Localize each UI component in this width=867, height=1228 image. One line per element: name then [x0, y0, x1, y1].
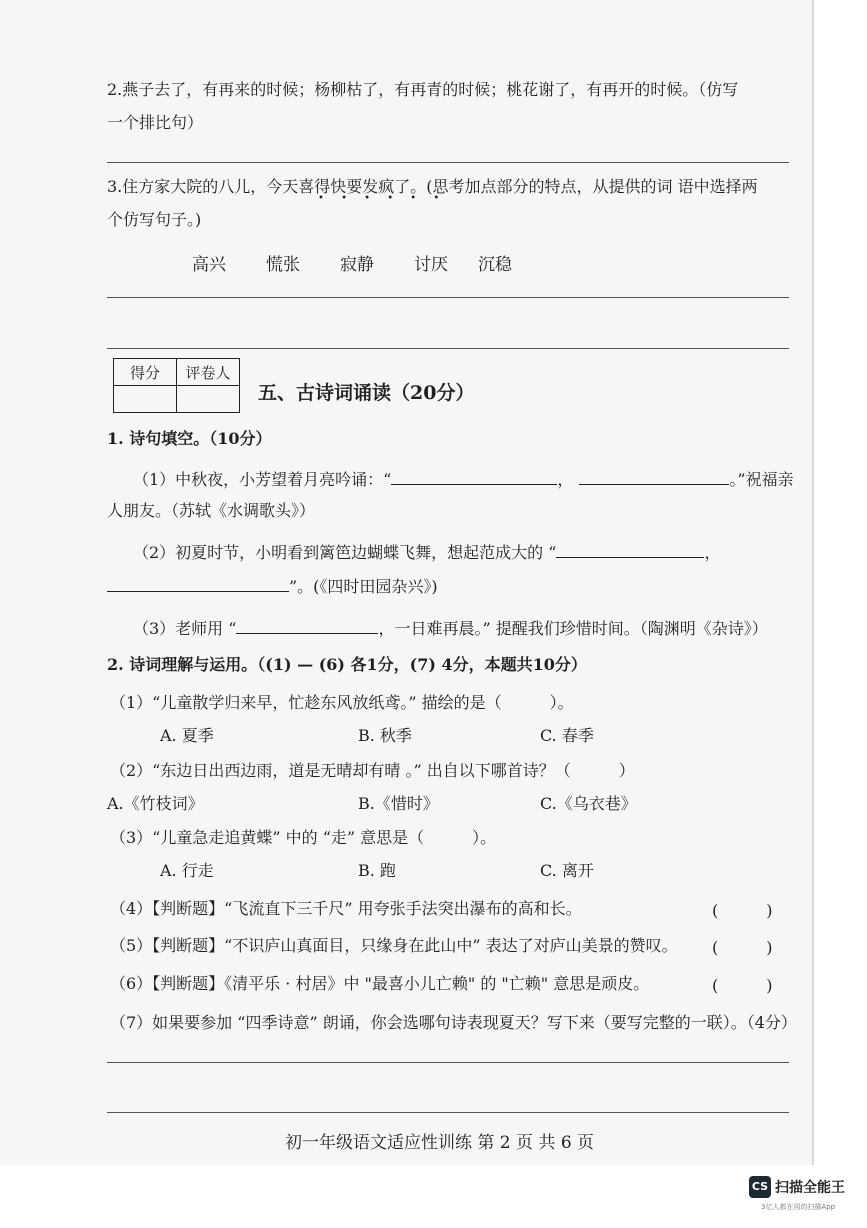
scanner-tagline: 3亿人都在用的扫描App: [761, 1203, 836, 1211]
option-c[interactable]: C.《乌衣巷》: [540, 794, 637, 813]
q1-p1-text-c: 。”祝福亲: [729, 470, 794, 489]
cs-logo-icon: CS: [749, 1176, 771, 1198]
option-c[interactable]: C. 离开: [540, 861, 594, 880]
blank-field[interactable]: [579, 468, 729, 485]
q2-s3: （3）“儿童急走追黄蝶” 中的 “走” 意思是（ ）。: [110, 828, 497, 847]
q4-item3-line1: 3.住方家大院的八儿，今天喜得快要发疯了。(思考加点部分的特点，从提供的词 语中选择两: [107, 177, 758, 196]
q2-s4: （4）【判断题】“飞流直下三千尺” 用夸张手法突出瀑布的高和长。: [110, 899, 582, 918]
q4-item2-line1: 2.燕子去了，有再来的时候；杨柳枯了，有再青的时候；桃花谢了，有再开的时候。（仿写: [107, 80, 739, 99]
q1-title: 1. 诗句填空。（10分）: [107, 429, 272, 448]
option-a[interactable]: A.《竹枝词》: [107, 794, 204, 813]
option-a[interactable]: A. 行走: [160, 861, 214, 880]
blank-field[interactable]: [236, 617, 378, 634]
word-option: 慌张: [266, 255, 300, 275]
emphasis-dots: • • • • • •: [318, 193, 447, 204]
answer-line: [107, 1062, 789, 1063]
q4-item3-line2: 个仿写句子。): [107, 210, 202, 229]
q4-item2-line2: 一个排比句）: [107, 113, 204, 132]
word-option: 高兴: [192, 255, 226, 275]
page-footer: 初一年级语文适应性训练 第 2 页 共 6 页: [285, 1133, 595, 1153]
word-option: 寂静: [340, 255, 374, 275]
q2-s1: （1）“儿童散学归来早，忙趁东风放纸鸢。” 描绘的是（ ）。: [110, 693, 574, 712]
q2-s2: （2）“东边日出西边雨，道是无晴却有晴 。” 出自以下哪首诗？（ ）: [110, 761, 635, 780]
q1-p1-cont: 人朋友。（苏轼《水调歌头》）: [107, 501, 316, 520]
q2-title: 2. 诗词理解与运用。（(1) — (6) 各1分，(7) 4分，本题共10分）: [107, 655, 587, 674]
word-option: 沉稳: [478, 255, 512, 275]
option-a[interactable]: A. 夏季: [160, 726, 214, 745]
grader-cell[interactable]: [177, 386, 240, 413]
q1-p2-text-c: ”。(《四时田园杂兴》): [289, 577, 438, 596]
answer-line: [107, 162, 789, 163]
blank-field[interactable]: [391, 468, 557, 485]
score-table: [113, 358, 240, 413]
option-b[interactable]: B. 跑: [358, 861, 396, 880]
scanner-logo: [749, 1176, 845, 1198]
q1-p1-text-b: ，: [557, 470, 574, 489]
q1-p3: [133, 617, 768, 640]
section-title: 五、古诗词诵读（20分）: [258, 382, 475, 404]
q1-p2-text-a: （2）初夏时节，小明看到篱笆边蝴蝶飞舞，想起范成大的 “: [133, 543, 557, 562]
answer-line: [107, 348, 789, 349]
q1-p1-text-a: （1）中秋夜，小芳望着月亮吟诵：“: [133, 470, 392, 489]
blank-field[interactable]: [556, 541, 704, 558]
q1-p1: [133, 468, 794, 491]
score-cell[interactable]: [114, 386, 177, 413]
q2-s5: （5）【判断题】“不识庐山真面目，只缘身在此山中” 表达了对庐山美景的赞叹。: [110, 936, 678, 955]
answer-line: [107, 297, 789, 298]
score-header: 得分: [114, 359, 177, 386]
option-c[interactable]: C. 春季: [540, 726, 594, 745]
q1-p2-cont: [107, 575, 438, 598]
footer-divider: [107, 1112, 789, 1113]
answer-paren[interactable]: ( ): [712, 901, 773, 920]
q1-p2-text-b: ，: [704, 543, 721, 562]
word-option: 讨厌: [414, 255, 448, 275]
q1-p2: [133, 541, 720, 564]
answer-paren[interactable]: ( ): [712, 938, 773, 957]
q2-s7: （7）如果要参加 “四季诗意” 朗诵，你会选哪句诗表现夏天？写下来（要写完整的一联）。（4分）: [110, 1013, 797, 1032]
q2-s6: （6）【判断题】《清平乐 · 村居》中 "最喜小儿亡赖" 的 "亡赖" 意思是顽皮。: [110, 974, 650, 993]
q1-p3-text-b: ，一日难再晨。” 提醒我们珍惜时间。（陶渊明《杂诗》）: [378, 619, 768, 638]
q1-p3-text-a: （3）老师用 “: [133, 619, 237, 638]
scanner-name: 扫描全能王: [775, 1180, 845, 1196]
option-b[interactable]: B. 秋季: [358, 726, 412, 745]
grader-header: 评卷人: [177, 359, 240, 386]
option-b[interactable]: B.《惜时》: [358, 794, 439, 813]
answer-paren[interactable]: ( ): [712, 976, 773, 995]
blank-field[interactable]: [107, 575, 289, 592]
